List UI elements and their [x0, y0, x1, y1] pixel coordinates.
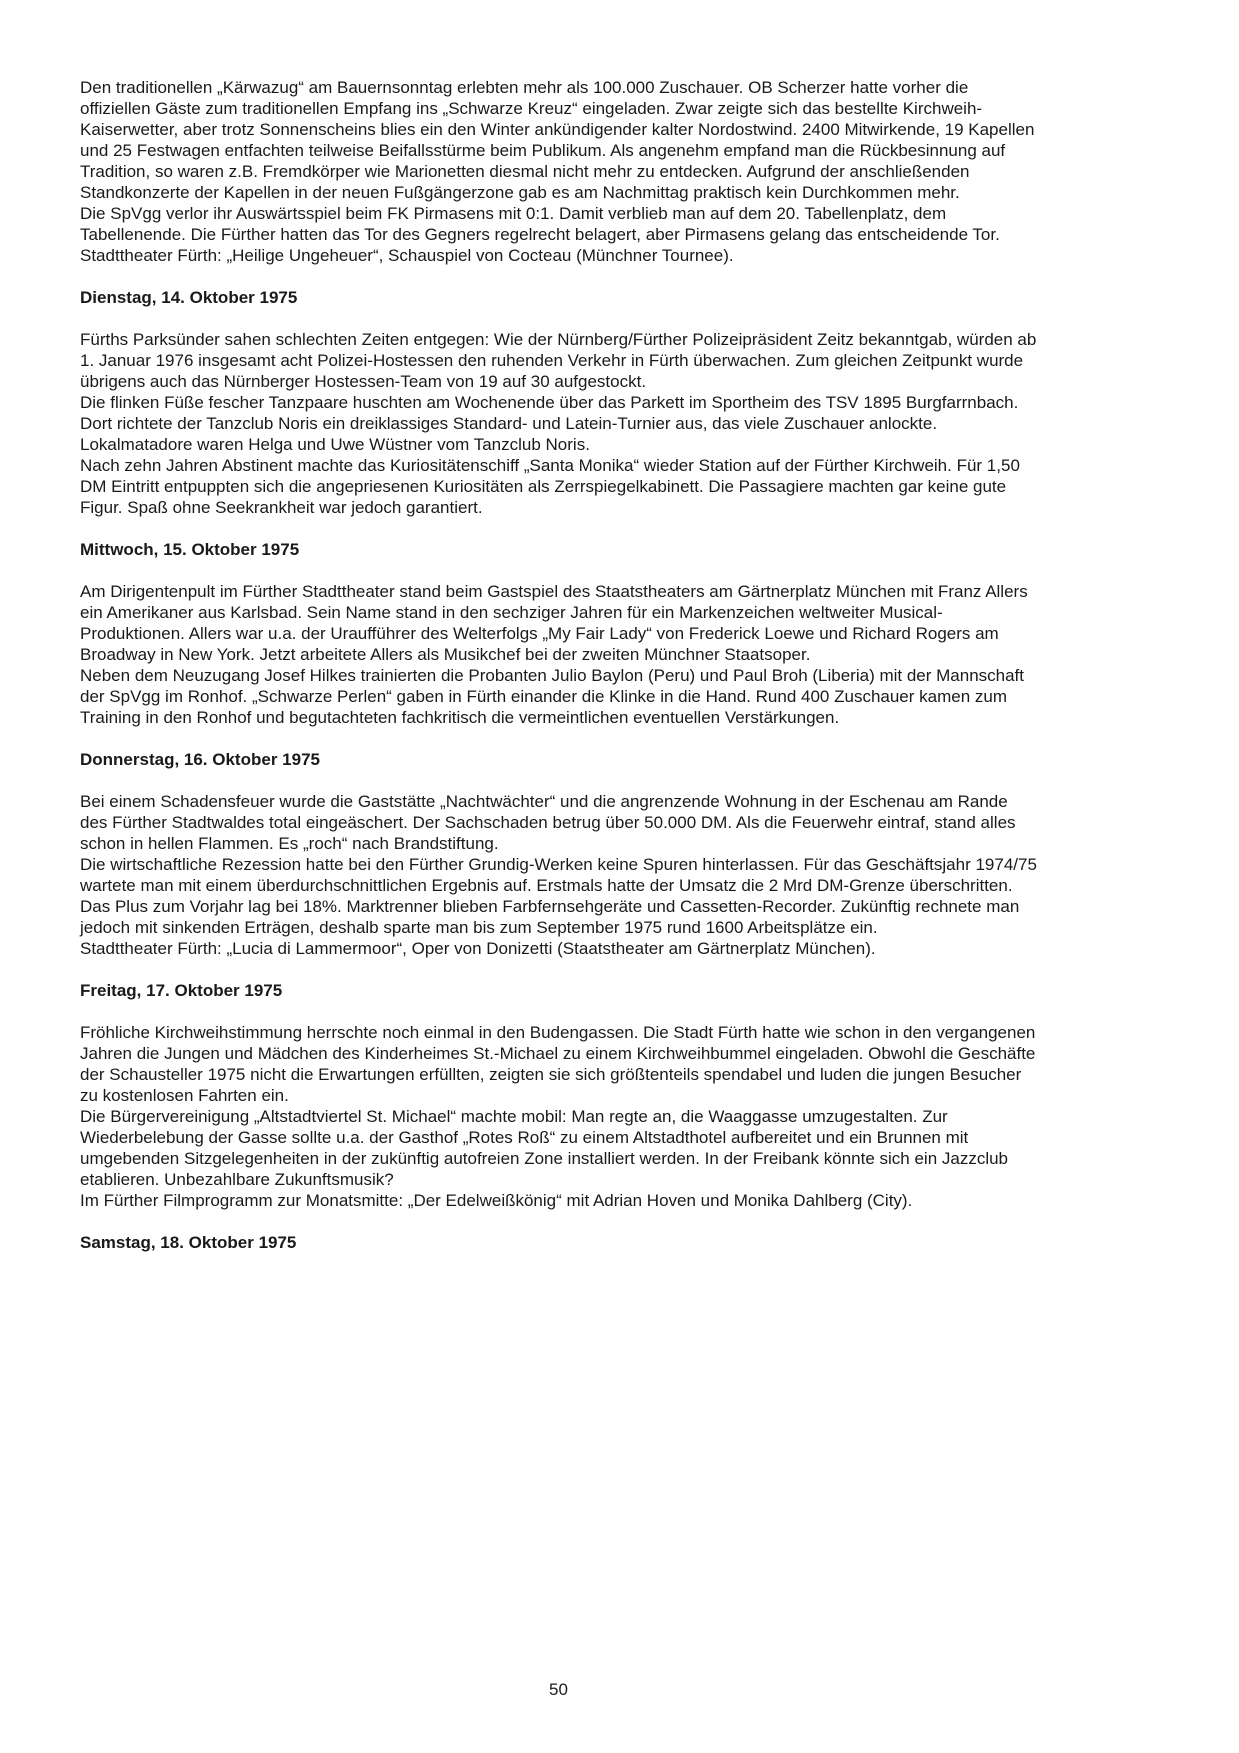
section-heading: Donnerstag, 16. Oktober 1975 — [80, 750, 320, 769]
paragraph: Die wirtschaftliche Rezession hatte bei den Fürther Grundig-Werken keine Spuren hinterlassen. Für das Geschäftsjahr 1974/75 wartete man mit einem überdurchschnittlichen Ergebnis auf. Erstmals hatte der Umsatz die 2 Mrd DM-Grenze überschritten. Das Plus zum Vorjahr lag bei 18%. Marktrenner blieben Farbfernsehgeräte und Cassetten-Recorder. Zukünftig rechnete man jedoch mit sinkenden Erträgen, deshalb sparte man bis zum September 1975 rund 1600 Arbeitsplätze ein. — [80, 855, 1037, 937]
section-heading: Mittwoch, 15. Oktober 1975 — [80, 540, 300, 559]
paragraph: Den traditionellen „Kärwazug“ am Bauernsonntag erlebten mehr als 100.000 Zuschauer. OB Scherzer hatte vorher die offiziellen Gäste zum traditionellen Empfang ins „Schwarze Kreuz“ eingeladen. Zwar zeigte sich das bestellte Kirchweih-Kaiserwetter, aber trotz Sonnenscheins blies ein den Winter ankündigender kalter Nordostwind. 2400 Mitwirkende, 19 Kapellen und 25 Festwagen entfachten teilweise Beifallsstürme beim Publikum. Als angenehm empfand man die Rückbesinnung auf Tradition, so waren z.B. Fremdkörper wie Marionetten diesmal nicht mehr zu entdecken. Aufgrund der anschließenden Standkonzerte der Kapellen in der neuen Fußgängerzone gab es am Nachmittag praktisch kein Durchkommen mehr. — [80, 78, 1035, 202]
section-heading: Dienstag, 14. Oktober 1975 — [80, 288, 298, 307]
paragraph: Stadttheater Fürth: „Heilige Ungeheuer“, Schauspiel von Cocteau (Münchner Tournee). — [80, 246, 734, 265]
paragraph: Neben dem Neuzugang Josef Hilkes trainierten die Probanten Julio Baylon (Peru) und Paul Broh (Liberia) mit der Mannschaft der SpVgg im Ronhof. „Schwarze Perlen“ gaben in Fürth einander die Klinke in die Hand. Rund 400 Zuschauer kamen zum Training in den Ronhof und begutachteten fachkritisch die vermeintlichen eventuellen Verstärkungen. — [80, 666, 1025, 727]
paragraph: Die flinken Füße fescher Tanzpaare huschten am Wochenende über das Parkett im Sportheim des TSV 1895 Burgfarrnbach. Dort richtete der Tanzclub Noris ein dreiklassiges Standard- und Latein-Turnier aus, das viele Zuschauer anlockte. Lokalmatadore waren Helga und Uwe Wüstner vom Tanzclub Noris. — [80, 393, 1019, 454]
section-heading: Samstag, 18. Oktober 1975 — [80, 1233, 297, 1252]
paragraph: Die Bürgervereinigung „Altstadtviertel St. Michael“ machte mobil: Man regte an, die Waaggasse umzugestalten. Zur Wiederbelebung der Gasse sollte u.a. der Gasthof „Rotes Roß“ zu einem Altstadthotel aufbereitet und ein Brunnen mit umgebenden Sitzgelegenheiten in der zukünftig autofreien Zone installiert werden. In der Freibank könnte sich ein Jazzclub etablieren. Unbezahlbare Zukunftsmusik? — [80, 1107, 1009, 1189]
paragraph: Im Fürther Filmprogramm zur Monatsmitte: „Der Edelweißkönig“ mit Adrian Hoven und Monika Dahlberg (City). — [80, 1191, 913, 1210]
document-body — [80, 77, 1037, 1274]
paragraph: Nach zehn Jahren Abstinent machte das Kuriositätenschiff „Santa Monika“ wieder Station auf der Fürther Kirchweih. Für 1,50 DM Eintritt entpuppten sich die angepriesenen Kuriositäten als Zerrspiegelkabinett. Die Passagiere machten gar keine gute Figur. Spaß ohne Seekrankheit war jedoch garantiert. — [80, 456, 1020, 517]
paragraph: Bei einem Schadensfeuer wurde die Gaststätte „Nachtwächter“ und die angrenzende Wohnung in der Eschenau am Rande des Fürther Stadtwaldes total eingeäschert. Der Sachschaden betrug über 50.000 DM. Als die Feuerwehr eintraf, stand alles schon in hellen Flammen. Es „roch“ nach Brandstiftung. — [80, 792, 1016, 853]
paragraph: Fröhliche Kirchweihstimmung herrschte noch einmal in den Budengassen. Die Stadt Fürth hatte wie schon in den vergangenen Jahren die Jungen und Mädchen des Kinderheimes St.-Michael zu einem Kirchweihbummel eingeladen. Obwohl die Geschäfte der Schausteller 1975 nicht die Erwartungen erfüllten, zeigten sie sich größtenteils spendabel und luden die jungen Besucher zu kostenlosen Fahrten ein. — [80, 1023, 1036, 1105]
paragraph: Stadttheater Fürth: „Lucia di Lammermoor“, Oper von Donizetti (Staatstheater am Gärtnerplatz München). — [80, 939, 876, 958]
paragraph: Fürths Parksünder sahen schlechten Zeiten entgegen: Wie der Nürnberg/Fürther Polizeipräsident Zeitz bekanntgab, würden ab 1. Januar 1976 insgesamt acht Polizei-Hostessen den ruhenden Verkehr in Fürth überwachen. Zum gleichen Zeitpunkt wurde übrigens auch das Nürnberger Hostessen-Team von 19 auf 30 aufgestockt. — [80, 330, 1037, 391]
paragraph: Die SpVgg verlor ihr Auswärtsspiel beim FK Pirmasens mit 0:1. Damit verblieb man auf dem 20. Tabellenplatz, dem Tabellenende. Die Fürther hatten das Tor des Gegners regelrecht belagert, aber Pirmasens gelang das entscheidende Tor. — [80, 204, 1000, 244]
paragraph: Am Dirigentenpult im Fürther Stadttheater stand beim Gastspiel des Staatstheaters am Gärtnerplatz München mit Franz Allers ein Amerikaner aus Karlsbad. Sein Name stand in den sechziger Jahren für ein Markenzeichen weltweiter Musical-Produktionen. Allers war u.a. der Uraufführer des Welterfolgs „My Fair Lady“ von Frederick Loewe und Richard Rogers am Broadway in New York. Jetzt arbeitete Allers als Musikchef bei der zweiten Münchner Staatsoper. — [80, 582, 1028, 664]
page-number: 50 — [549, 1680, 568, 1699]
section-heading: Freitag, 17. Oktober 1975 — [80, 981, 283, 1000]
